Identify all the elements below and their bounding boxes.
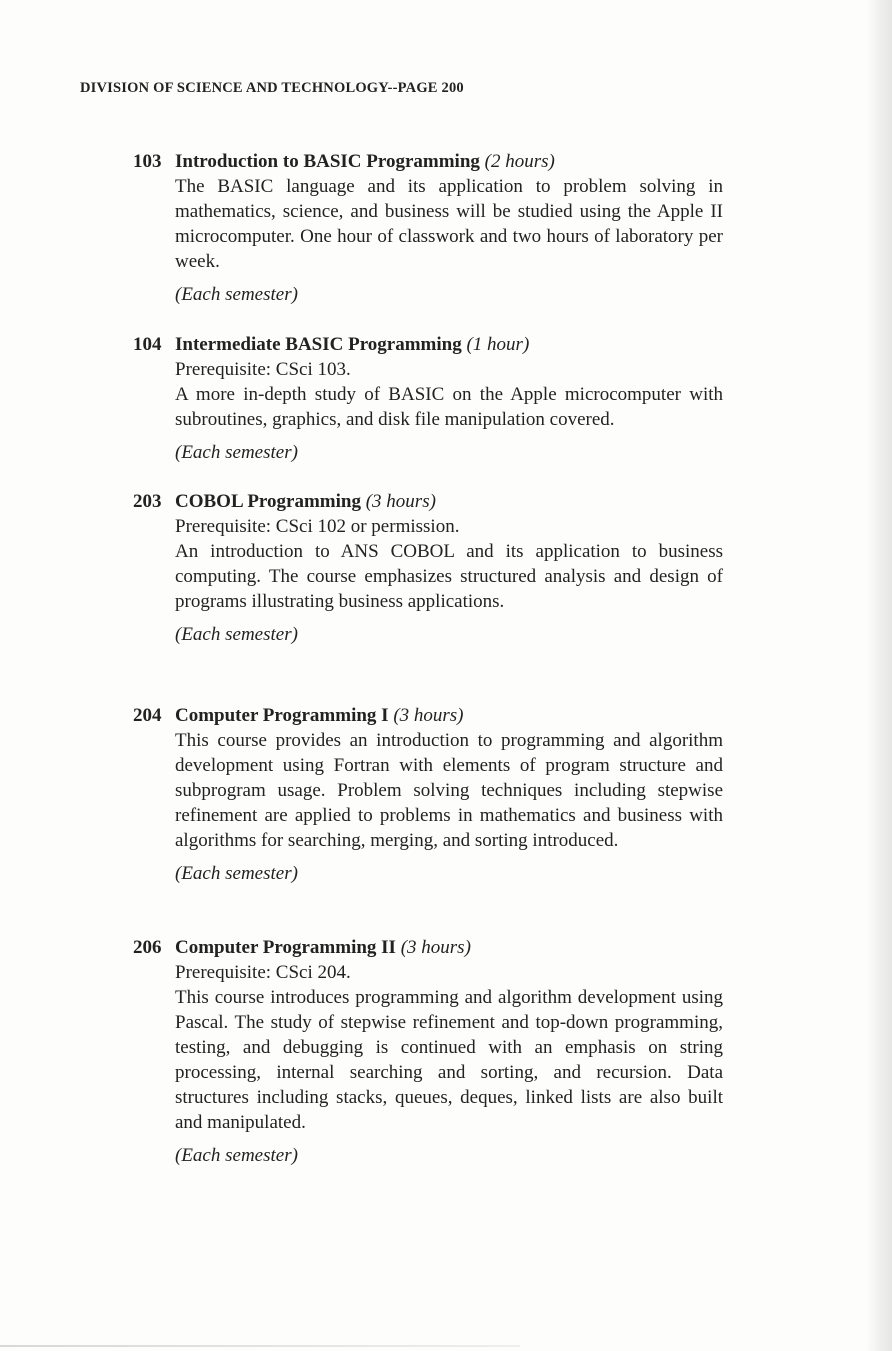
course-entry-104 (133, 332, 723, 465)
course-description: This course introduces programming and algorithm development using Pascal. The study of stepwise refinement and top-down programming, testing, and debugging is continued with an emphasis on string processing, internal searching and sorting, and recursion. Data structures including stacks, queues, deques, linked lists are also built and manipulated. (175, 987, 723, 1133)
course-semester: (Each semester) (175, 284, 298, 305)
course-description: The BASIC language and its application to problem solving in mathematics, science, and business will be studied using the Apple II microcomputer. One hour of classwork and two hours of laboratory per week. (175, 176, 723, 272)
course-semester: (Each semester) (175, 624, 298, 645)
course-title: Computer Programming I (175, 705, 389, 726)
course-title-line (133, 149, 723, 174)
course-entry-103 (133, 149, 723, 307)
course-prerequisite: Prerequisite: CSci 102 or permission. (175, 516, 460, 537)
course-hours: (3 hours) (393, 705, 464, 726)
page-header: DIVISION OF SCIENCE AND TECHNOLOGY--PAGE 200 (80, 80, 464, 96)
course-title: Introduction to BASIC Programming (175, 151, 480, 172)
course-title: Computer Programming II (175, 937, 396, 958)
course-hours: (3 hours) (365, 491, 436, 512)
course-description: This course provides an introduction to programming and algorithm development using Fortran with elements of program structure and subprogram usage. Problem solving techniques including stepwise refinement are applied to problems in mathematics and business with algorithms for searching, merging, and sorting introduced. (175, 730, 723, 851)
course-title-line (133, 703, 723, 728)
course-title-line (133, 935, 723, 960)
course-number: 103 (133, 151, 162, 172)
course-prerequisite: Prerequisite: CSci 103. (175, 359, 351, 380)
course-number: 104 (133, 334, 162, 355)
course-entry-204 (133, 703, 723, 886)
course-semester: (Each semester) (175, 442, 298, 463)
course-prerequisite: Prerequisite: CSci 204. (175, 962, 351, 983)
course-title-line (133, 489, 723, 514)
course-number: 206 (133, 937, 162, 958)
course-title: COBOL Programming (175, 491, 361, 512)
course-hours: (2 hours) (484, 151, 555, 172)
course-number: 203 (133, 491, 162, 512)
course-title: Intermediate BASIC Programming (175, 334, 462, 355)
bottom-rule (0, 1345, 520, 1347)
course-semester: (Each semester) (175, 863, 298, 884)
course-entry-206 (133, 935, 723, 1168)
course-number: 204 (133, 705, 162, 726)
course-description: A more in-depth study of BASIC on the Apple microcomputer with subroutines, graphics, and disk file manipulation covered. (175, 384, 723, 430)
course-hours: (1 hour) (466, 334, 530, 355)
course-entry-203 (133, 489, 723, 647)
course-hours: (3 hours) (400, 937, 471, 958)
course-description: An introduction to ANS COBOL and its application to business computing. The course emphasizes structured analysis and design of programs illustrating business applications. (175, 541, 723, 612)
course-title-line (133, 332, 723, 357)
course-semester: (Each semester) (175, 1145, 298, 1166)
page-edge-shadow (866, 0, 892, 1351)
